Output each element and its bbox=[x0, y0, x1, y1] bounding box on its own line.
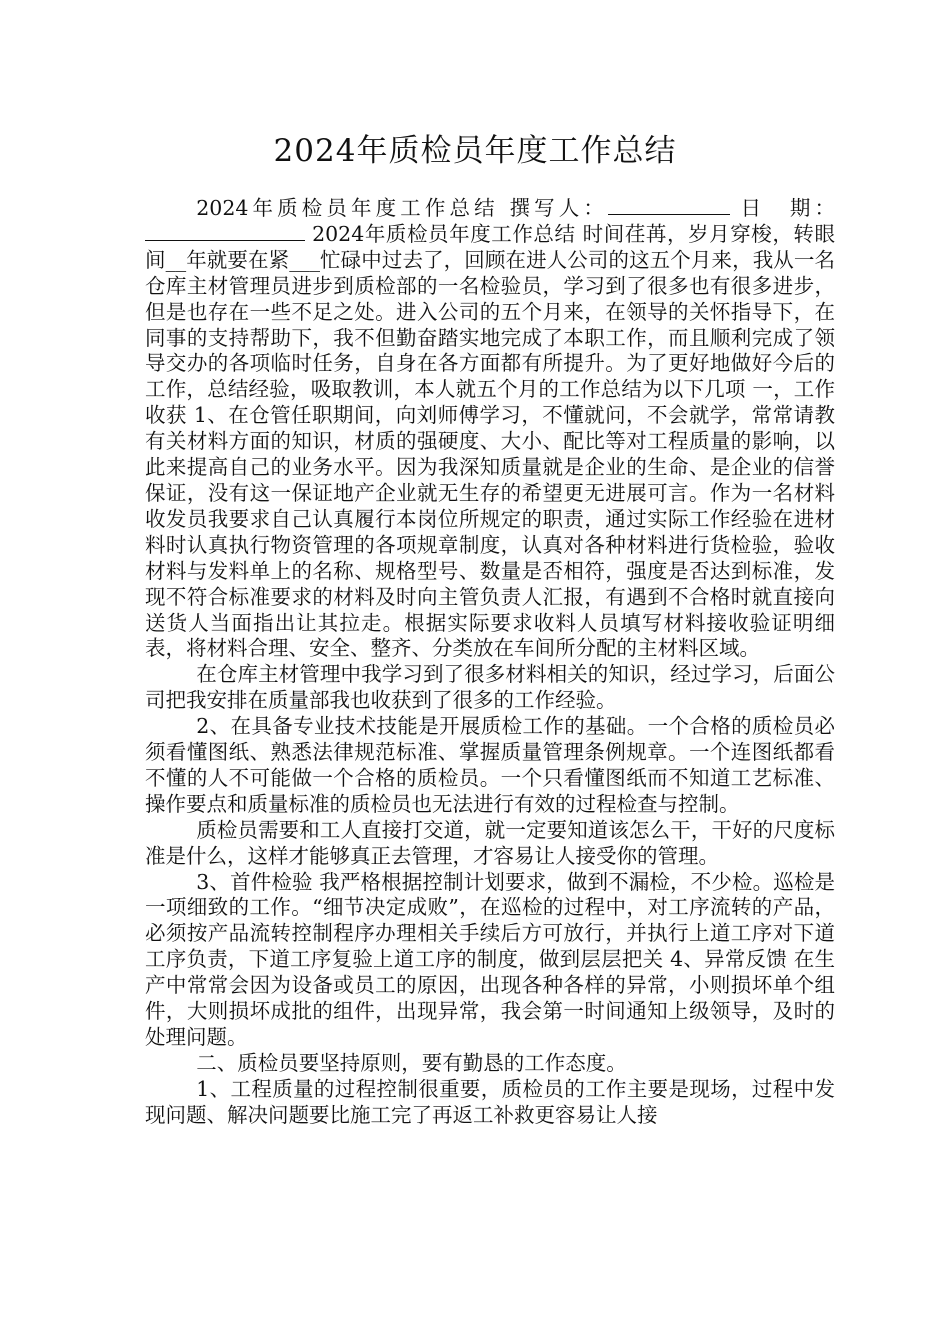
document-title: 2024年质检员年度工作总结 bbox=[273, 133, 677, 169]
paragraph: 2、在具备专业技术技能是开展质检工作的基础。一个合格的质检员必须看懂图纸、熟悉法律规范标准、掌握质量管理条例规章。一个连图纸都看不懂的人不可能做一个合格的质检员。一个只看懂图纸而不知道工艺标准、操作要点和质量标准的质检员也无法进行有效的过程检查与控制。 bbox=[145, 714, 835, 816]
date-label: 日 期： bbox=[740, 196, 836, 220]
document-body bbox=[145, 196, 835, 1129]
paragraph: 在仓库主材管理中我学习到了很多材料相关的知识，经过学习，后面公司把我安排在质量部我也收获到了很多的工作经验。 bbox=[145, 662, 835, 713]
paragraph: 1、工程质量的过程控制很重要，质检员的工作主要是现场，过程中发现问题、解决问题要比施工完了再返工补救更容易让人接 bbox=[145, 1076, 835, 1127]
paragraph: 质检员需要和工人直接打交道，就一定要知道该怎么干，干好的尺度标准是什么，这样才能够真正去管理，才容易让人接受你的管理。 bbox=[145, 817, 835, 868]
author-label: 撰写人： bbox=[509, 196, 608, 220]
author-blank bbox=[608, 196, 730, 215]
header-paragraph bbox=[145, 196, 835, 662]
paragraph: 3、首件检验 我严格根据控制计划要求，做到不漏检，不少检。巡检是一项细致的工作。“细节决定成败”，在巡检的过程中，对工序流转的产品，必须按产品流转控制程序办理相关手续后方可放行，并执行上道工序对下道工序负责，下道工序复验上道工序的制度，做到层层把关 4、异常反馈 在生产中常常会因为设备或员工的原因，出现各种各样的异常，小则损坏单个组件，大则损坏成批的组件，出现异常，我会第一时间通知上级领导，及时的处理问题。 bbox=[145, 869, 835, 1049]
paragraph: 二、质检员要坚持原则，要有勤恳的工作态度。 bbox=[196, 1050, 627, 1075]
date-blank bbox=[145, 222, 305, 241]
lead-text: 2024年质检员年度工作总结 时间荏苒，岁月穿梭，转眼间__年就要在紧___忙碌中过去了，回顾在进人公司的这五个月来，我从一名仓库主材管理员进步到质检部的一名检验员，学习到了很多也有很多进步，但是也存在一些不足之处。进入公司的五个月来，在领导的关怀指导下，在同事的支持帮助下，我不但勤奋踏实地完成了本职工作，而且顺利完成了领导交办的各项临时任务，自身在各方面都有所提升。为了更好地做好今后的工作，总结经验，吸取教训，本人就五个月的工作总结为以下几项 一，工作收获 1、在仓管任职期间，向刘师傅学习，不懂就问，不会就学，常常请教有关材料方面的知识，材质的强硬度、大小、配比等对工程质量的影响，以此来提高自己的业务水平。因为我深知质量就是企业的生命、是企业的信誉保证，没有这一保证地产企业就无生存的希望更无进展可言。作为一名材料收发员我要求自己认真履行本岗位所规定的职责，通过实际工作经验在进材料时认真执行物资管理的各项规章制度，认真对各种材料进行货检验，验收材料与发料单上的名称、规格型号、数量是否相符，强度是否达到标准，发现不符合标准要求的材料及时向主管负责人汇报，有遇到不合格时就直接向送货人当面指出让其拉走。根据实际要求收料人员填写材料接收验证明细表，将材料合理、安全、整齐、分类放在车间所分配的主材料区域。 bbox=[145, 221, 835, 661]
doc-name: 2024年质检员年度工作总结 bbox=[196, 196, 499, 220]
